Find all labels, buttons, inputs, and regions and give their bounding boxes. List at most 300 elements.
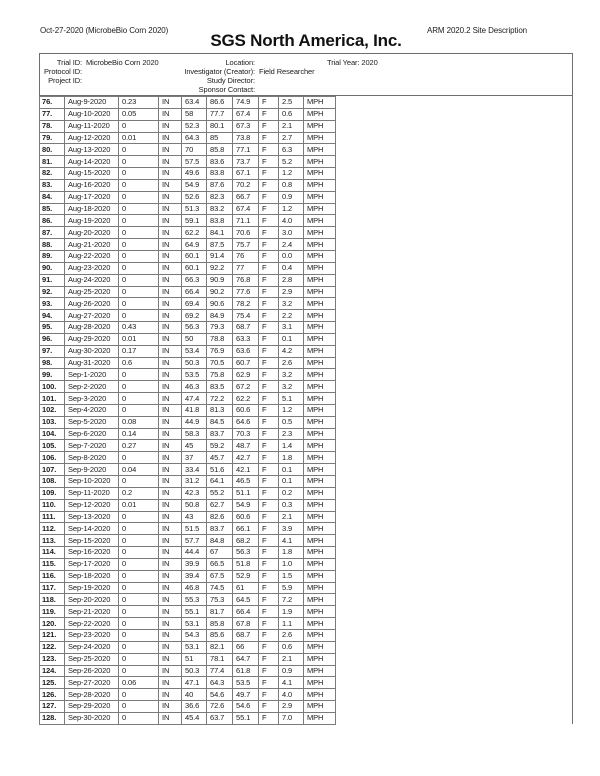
temp-high-cell: 78.1 (207, 653, 233, 665)
date-cell: Aug-16-2020 (65, 179, 119, 191)
temp-high-cell: 54.6 (207, 689, 233, 701)
temp-low-cell: 50.3 (182, 357, 207, 369)
temp-low-cell: 36.6 (182, 701, 207, 713)
wind-unit-cell: MPH (304, 428, 336, 440)
row-number-cell: 104. (40, 428, 65, 440)
date-cell: Aug-28-2020 (65, 322, 119, 334)
row-number-cell: 119. (40, 606, 65, 618)
date-cell: Sep-22-2020 (65, 618, 119, 630)
row-number-cell: 107. (40, 464, 65, 476)
temp-high-cell: 81.3 (207, 404, 233, 416)
date-cell: Aug-31-2020 (65, 357, 119, 369)
wind-unit-cell: MPH (304, 570, 336, 582)
temp-high-cell: 45.7 (207, 452, 233, 464)
temp-low-cell: 50.8 (182, 499, 207, 511)
precip-unit-cell: IN (159, 689, 182, 701)
temp-low-cell: 63.4 (182, 97, 207, 109)
date-cell: Sep-7-2020 (65, 440, 119, 452)
table-row (40, 120, 336, 132)
table-row (40, 535, 336, 547)
temp-low-cell: 57.5 (182, 156, 207, 168)
temp-avg-cell: 60.6 (233, 404, 259, 416)
temp-unit-cell: F (259, 179, 279, 191)
temp-high-cell: 83.5 (207, 381, 233, 393)
precip-unit-cell: IN (159, 582, 182, 594)
table-row (40, 476, 336, 488)
temp-avg-cell: 61 (233, 582, 259, 594)
precipitation-cell: 0.01 (119, 333, 159, 345)
temp-unit-cell: F (259, 677, 279, 689)
wind-unit-cell: MPH (304, 132, 336, 144)
temp-unit-cell: F (259, 499, 279, 511)
table-row (40, 345, 336, 357)
precipitation-cell: 0 (119, 618, 159, 630)
location-label: Location: (225, 58, 255, 67)
precipitation-cell: 0 (119, 641, 159, 653)
precip-unit-cell: IN (159, 179, 182, 191)
temp-high-cell: 64.1 (207, 476, 233, 488)
temp-avg-cell: 68.7 (233, 322, 259, 334)
precip-unit-cell: IN (159, 440, 182, 452)
temp-unit-cell: F (259, 132, 279, 144)
wind-speed-cell: 1.1 (279, 618, 304, 630)
wind-speed-cell: 3.0 (279, 227, 304, 239)
date-cell: Sep-5-2020 (65, 416, 119, 428)
temp-unit-cell: F (259, 606, 279, 618)
wind-unit-cell: MPH (304, 120, 336, 132)
date-cell: Sep-20-2020 (65, 594, 119, 606)
row-number-cell: 99. (40, 369, 65, 381)
row-number-cell: 111. (40, 511, 65, 523)
wind-unit-cell: MPH (304, 416, 336, 428)
date-cell: Aug-20-2020 (65, 227, 119, 239)
precip-unit-cell: IN (159, 665, 182, 677)
precip-unit-cell: IN (159, 357, 182, 369)
precip-unit-cell: IN (159, 381, 182, 393)
wind-unit-cell: MPH (304, 440, 336, 452)
trial-id-value: MicrobeBio Corn 2020 (86, 58, 159, 67)
temp-high-cell: 84.5 (207, 416, 233, 428)
temp-high-cell: 83.2 (207, 203, 233, 215)
wind-unit-cell: MPH (304, 369, 336, 381)
precipitation-cell: 0 (119, 381, 159, 393)
precip-unit-cell: IN (159, 298, 182, 310)
temp-high-cell: 83.7 (207, 428, 233, 440)
temp-high-cell: 67 (207, 547, 233, 559)
temp-high-cell: 86.6 (207, 97, 233, 109)
temp-unit-cell: F (259, 629, 279, 641)
table-row (40, 712, 336, 724)
wind-speed-cell: 2.1 (279, 511, 304, 523)
wind-speed-cell: 1.5 (279, 570, 304, 582)
row-number-cell: 115. (40, 558, 65, 570)
date-cell: Aug-17-2020 (65, 191, 119, 203)
precip-unit-cell: IN (159, 393, 182, 405)
temp-high-cell: 72.6 (207, 701, 233, 713)
wind-unit-cell: MPH (304, 357, 336, 369)
temp-low-cell: 49.6 (182, 168, 207, 180)
row-number-cell: 85. (40, 203, 65, 215)
temp-high-cell: 72.2 (207, 393, 233, 405)
table-row (40, 227, 336, 239)
date-cell: Aug-30-2020 (65, 345, 119, 357)
precipitation-cell: 0.06 (119, 677, 159, 689)
wind-unit-cell: MPH (304, 404, 336, 416)
temp-low-cell: 37 (182, 452, 207, 464)
temp-low-cell: 51.3 (182, 203, 207, 215)
temp-avg-cell: 60.6 (233, 511, 259, 523)
wind-unit-cell: MPH (304, 641, 336, 653)
temp-low-cell: 41.8 (182, 404, 207, 416)
temp-high-cell: 77.4 (207, 665, 233, 677)
temp-avg-cell: 51.1 (233, 487, 259, 499)
wind-speed-cell: 1.8 (279, 452, 304, 464)
table-row (40, 701, 336, 713)
temp-high-cell: 79.3 (207, 322, 233, 334)
wind-unit-cell: MPH (304, 677, 336, 689)
wind-speed-cell: 6.3 (279, 144, 304, 156)
temp-avg-cell: 71.1 (233, 215, 259, 227)
temp-avg-cell: 64.6 (233, 416, 259, 428)
table-row (40, 464, 336, 476)
table-row (40, 665, 336, 677)
date-cell: Aug-18-2020 (65, 203, 119, 215)
precip-unit-cell: IN (159, 369, 182, 381)
temp-low-cell: 58 (182, 108, 207, 120)
row-number-cell: 88. (40, 239, 65, 251)
investigator-value: Field Researcher (259, 67, 315, 76)
temp-low-cell: 59.1 (182, 215, 207, 227)
precip-unit-cell: IN (159, 618, 182, 630)
temp-avg-cell: 54.9 (233, 499, 259, 511)
date-cell: Aug-26-2020 (65, 298, 119, 310)
precipitation-cell: 0.14 (119, 428, 159, 440)
wind-unit-cell: MPH (304, 393, 336, 405)
date-cell: Sep-13-2020 (65, 511, 119, 523)
temp-avg-cell: 67.4 (233, 108, 259, 120)
date-cell: Sep-26-2020 (65, 665, 119, 677)
temp-low-cell: 57.7 (182, 535, 207, 547)
row-number-cell: 79. (40, 132, 65, 144)
precip-unit-cell: IN (159, 464, 182, 476)
temp-high-cell: 90.2 (207, 286, 233, 298)
temp-unit-cell: F (259, 227, 279, 239)
temp-unit-cell: F (259, 464, 279, 476)
temp-unit-cell: F (259, 653, 279, 665)
wind-unit-cell: MPH (304, 535, 336, 547)
wind-unit-cell: MPH (304, 310, 336, 322)
wind-speed-cell: 0.1 (279, 333, 304, 345)
date-cell: Sep-29-2020 (65, 701, 119, 713)
wind-unit-cell: MPH (304, 689, 336, 701)
precip-unit-cell: IN (159, 523, 182, 535)
wind-speed-cell: 1.2 (279, 404, 304, 416)
temp-high-cell: 66.5 (207, 558, 233, 570)
precipitation-cell: 0 (119, 712, 159, 724)
table-row (40, 310, 336, 322)
date-cell: Aug-14-2020 (65, 156, 119, 168)
temp-low-cell: 54.3 (182, 629, 207, 641)
temp-low-cell: 51 (182, 653, 207, 665)
temp-avg-cell: 70.2 (233, 179, 259, 191)
row-number-cell: 93. (40, 298, 65, 310)
wind-unit-cell: MPH (304, 298, 336, 310)
temp-high-cell: 74.5 (207, 582, 233, 594)
precipitation-cell: 0 (119, 156, 159, 168)
wind-speed-cell: 0.6 (279, 108, 304, 120)
wind-speed-cell: 1.2 (279, 203, 304, 215)
temp-low-cell: 45 (182, 440, 207, 452)
temp-avg-cell: 76 (233, 250, 259, 262)
precipitation-cell: 0 (119, 286, 159, 298)
wind-unit-cell: MPH (304, 511, 336, 523)
temp-low-cell: 40 (182, 689, 207, 701)
wind-unit-cell: MPH (304, 97, 336, 109)
temp-low-cell: 39.9 (182, 558, 207, 570)
precip-unit-cell: IN (159, 168, 182, 180)
temp-low-cell: 53.1 (182, 618, 207, 630)
trial-id-label: Trial ID: (56, 58, 82, 67)
table-row (40, 286, 336, 298)
wind-unit-cell: MPH (304, 464, 336, 476)
wind-speed-cell: 2.6 (279, 629, 304, 641)
temp-high-cell: 82.3 (207, 191, 233, 203)
table-row (40, 618, 336, 630)
temp-avg-cell: 75.7 (233, 239, 259, 251)
row-number-cell: 118. (40, 594, 65, 606)
wind-speed-cell: 0.3 (279, 499, 304, 511)
date-cell: Sep-30-2020 (65, 712, 119, 724)
temp-high-cell: 85.6 (207, 629, 233, 641)
precip-unit-cell: IN (159, 191, 182, 203)
weather-data-table (39, 96, 336, 725)
table-row (40, 274, 336, 286)
precipitation-cell: 0 (119, 227, 159, 239)
temp-high-cell: 80.1 (207, 120, 233, 132)
temp-low-cell: 64.3 (182, 132, 207, 144)
precip-unit-cell: IN (159, 120, 182, 132)
table-row (40, 499, 336, 511)
temp-low-cell: 55.1 (182, 606, 207, 618)
temp-avg-cell: 54.6 (233, 701, 259, 713)
row-number-cell: 76. (40, 97, 65, 109)
temp-low-cell: 64.9 (182, 239, 207, 251)
temp-low-cell: 62.2 (182, 227, 207, 239)
precipitation-cell: 0 (119, 250, 159, 262)
precip-unit-cell: IN (159, 558, 182, 570)
temp-unit-cell: F (259, 274, 279, 286)
temp-unit-cell: F (259, 523, 279, 535)
temp-unit-cell: F (259, 452, 279, 464)
temp-low-cell: 46.8 (182, 582, 207, 594)
precip-unit-cell: IN (159, 286, 182, 298)
temp-avg-cell: 66.4 (233, 606, 259, 618)
wind-speed-cell: 7.0 (279, 712, 304, 724)
temp-unit-cell: F (259, 416, 279, 428)
temp-avg-cell: 77.6 (233, 286, 259, 298)
temp-avg-cell: 64.7 (233, 653, 259, 665)
wind-unit-cell: MPH (304, 322, 336, 334)
temp-low-cell: 45.4 (182, 712, 207, 724)
row-number-cell: 83. (40, 179, 65, 191)
temp-high-cell: 84.8 (207, 535, 233, 547)
date-cell: Aug-12-2020 (65, 132, 119, 144)
precip-unit-cell: IN (159, 487, 182, 499)
protocol-id-label: Protocol ID: (44, 67, 82, 76)
temp-avg-cell: 67.4 (233, 203, 259, 215)
temp-avg-cell: 74.9 (233, 97, 259, 109)
date-cell: Sep-28-2020 (65, 689, 119, 701)
table-row (40, 523, 336, 535)
wind-unit-cell: MPH (304, 274, 336, 286)
temp-unit-cell: F (259, 393, 279, 405)
row-number-cell: 86. (40, 215, 65, 227)
wind-unit-cell: MPH (304, 144, 336, 156)
date-cell: Sep-25-2020 (65, 653, 119, 665)
temp-low-cell: 33.4 (182, 464, 207, 476)
temp-avg-cell: 73.7 (233, 156, 259, 168)
wind-unit-cell: MPH (304, 712, 336, 724)
precip-unit-cell: IN (159, 108, 182, 120)
table-row (40, 156, 336, 168)
table-row (40, 629, 336, 641)
row-number-cell: 101. (40, 393, 65, 405)
wind-speed-cell: 2.1 (279, 653, 304, 665)
row-number-cell: 87. (40, 227, 65, 239)
precipitation-cell: 0 (119, 239, 159, 251)
table-row (40, 570, 336, 582)
temp-high-cell: 92.2 (207, 262, 233, 274)
wind-speed-cell: 3.2 (279, 298, 304, 310)
temp-unit-cell: F (259, 440, 279, 452)
temp-avg-cell: 46.5 (233, 476, 259, 488)
wind-speed-cell: 4.0 (279, 215, 304, 227)
precipitation-cell: 0 (119, 689, 159, 701)
trial-year-label: Trial Year: (327, 58, 360, 67)
precipitation-cell: 0 (119, 523, 159, 535)
row-number-cell: 112. (40, 523, 65, 535)
temp-unit-cell: F (259, 594, 279, 606)
wind-speed-cell: 1.9 (279, 606, 304, 618)
temp-unit-cell: F (259, 310, 279, 322)
precip-unit-cell: IN (159, 227, 182, 239)
wind-speed-cell: 1.8 (279, 547, 304, 559)
temp-high-cell: 55.2 (207, 487, 233, 499)
temp-high-cell: 76.9 (207, 345, 233, 357)
wind-speed-cell: 4.0 (279, 689, 304, 701)
temp-avg-cell: 70.3 (233, 428, 259, 440)
temp-avg-cell: 78.2 (233, 298, 259, 310)
temp-avg-cell: 48.7 (233, 440, 259, 452)
precip-unit-cell: IN (159, 428, 182, 440)
wind-unit-cell: MPH (304, 499, 336, 511)
temp-avg-cell: 77 (233, 262, 259, 274)
precipitation-cell: 0.01 (119, 499, 159, 511)
wind-speed-cell: 0.0 (279, 250, 304, 262)
temp-unit-cell: F (259, 345, 279, 357)
temp-unit-cell: F (259, 381, 279, 393)
wind-speed-cell: 0.5 (279, 416, 304, 428)
wind-speed-cell: 0.2 (279, 487, 304, 499)
temp-unit-cell: F (259, 262, 279, 274)
table-row (40, 333, 336, 345)
wind-unit-cell: MPH (304, 381, 336, 393)
temp-low-cell: 44.4 (182, 547, 207, 559)
date-cell: Sep-3-2020 (65, 393, 119, 405)
date-cell: Aug-24-2020 (65, 274, 119, 286)
investigator-label: Investigator (Creator): (184, 67, 255, 76)
table-row (40, 606, 336, 618)
precipitation-cell: 0 (119, 120, 159, 132)
row-number-cell: 81. (40, 156, 65, 168)
temp-unit-cell: F (259, 547, 279, 559)
table-row (40, 641, 336, 653)
temp-avg-cell: 68.7 (233, 629, 259, 641)
precipitation-cell: 0 (119, 535, 159, 547)
precipitation-cell: 0 (119, 262, 159, 274)
temp-avg-cell: 63.3 (233, 333, 259, 345)
row-number-cell: 117. (40, 582, 65, 594)
temp-high-cell: 83.6 (207, 156, 233, 168)
row-number-cell: 92. (40, 286, 65, 298)
precip-unit-cell: IN (159, 274, 182, 286)
row-number-cell: 113. (40, 535, 65, 547)
temp-unit-cell: F (259, 298, 279, 310)
precip-unit-cell: IN (159, 144, 182, 156)
date-cell: Aug-27-2020 (65, 310, 119, 322)
wind-unit-cell: MPH (304, 558, 336, 570)
temp-high-cell: 85.8 (207, 144, 233, 156)
date-cell: Aug-11-2020 (65, 120, 119, 132)
row-number-cell: 96. (40, 333, 65, 345)
table-row (40, 689, 336, 701)
date-cell: Aug-22-2020 (65, 250, 119, 262)
date-cell: Sep-15-2020 (65, 535, 119, 547)
row-number-cell: 105. (40, 440, 65, 452)
wind-speed-cell: 5.9 (279, 582, 304, 594)
row-number-cell: 90. (40, 262, 65, 274)
precipitation-cell: 0.04 (119, 464, 159, 476)
precip-unit-cell: IN (159, 499, 182, 511)
wind-speed-cell: 5.1 (279, 393, 304, 405)
temp-unit-cell: F (259, 203, 279, 215)
precipitation-cell: 0 (119, 203, 159, 215)
precip-unit-cell: IN (159, 535, 182, 547)
row-number-cell: 84. (40, 191, 65, 203)
date-cell: Sep-16-2020 (65, 547, 119, 559)
date-cell: Sep-10-2020 (65, 476, 119, 488)
precipitation-cell: 0.08 (119, 416, 159, 428)
table-row (40, 428, 336, 440)
temp-unit-cell: F (259, 582, 279, 594)
row-number-cell: 125. (40, 677, 65, 689)
row-number-cell: 95. (40, 322, 65, 334)
wind-speed-cell: 2.9 (279, 286, 304, 298)
temp-unit-cell: F (259, 97, 279, 109)
temp-avg-cell: 68.2 (233, 535, 259, 547)
date-cell: Aug-15-2020 (65, 168, 119, 180)
temp-avg-cell: 52.9 (233, 570, 259, 582)
temp-avg-cell: 42.1 (233, 464, 259, 476)
temp-low-cell: 66.3 (182, 274, 207, 286)
table-row (40, 132, 336, 144)
temp-low-cell: 53.5 (182, 369, 207, 381)
precipitation-cell: 0.6 (119, 357, 159, 369)
page-title: SGS North America, Inc. (210, 31, 402, 50)
date-cell: Sep-9-2020 (65, 464, 119, 476)
precip-unit-cell: IN (159, 653, 182, 665)
temp-high-cell: 51.6 (207, 464, 233, 476)
